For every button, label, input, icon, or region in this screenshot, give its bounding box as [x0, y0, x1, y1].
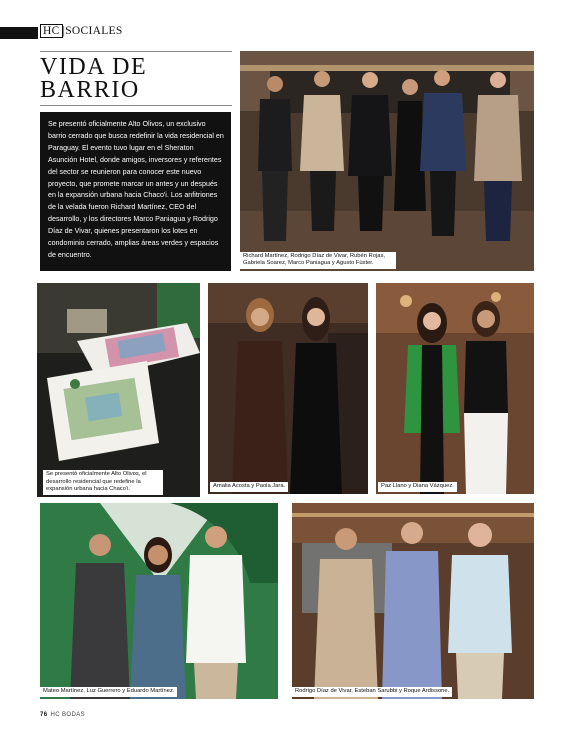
duo-photo-2-illustration — [376, 283, 534, 494]
title-line-2: BARRIO — [40, 77, 140, 103]
title-top-rule — [40, 51, 232, 52]
trio-photo-1 — [40, 503, 278, 699]
trio-photo-1-illustration — [40, 503, 278, 699]
duo-photo-1-illustration — [208, 283, 368, 494]
photo-caption: Se presentó oficialmente Alto Olivos, el desarrollo residencial que redefine la expansión urbana hacia Chaco'i. — [43, 470, 163, 495]
trio-photo-2-illustration — [292, 503, 534, 699]
title-bottom-rule — [40, 105, 232, 106]
intro-text: Se presentó oficialmente Alto Olivos, un exclusivo barrio cerrado que busca redefinir la vida residencial en Paraguay. El evento tuvo lugar en el Sheraton Asunción Hotel, donde amigos, inversores y referentes del sector se reunieron para conocer este nuevo proyecto, que promete marcar un antes y un después en la expansión urbana hacia Chaco'i. Los anfitriones de la velada fueron Richard Martínez, CEO del desarrollo, y los directores Marco Paniagua y Rodrigo Díaz de Vivar, quienes presentaron los lotes en condominio cerrado, amplias áreas verdes y espacios de encuentro. — [48, 120, 224, 259]
section-bar — [0, 27, 38, 39]
group-photo-illustration — [240, 51, 534, 271]
section-name: SOCIALES — [65, 25, 123, 37]
trio-photo-2 — [292, 503, 534, 699]
photo-caption: Paz Llano y Diana Vázquez. — [378, 482, 457, 492]
brochure-photo-illustration — [37, 283, 200, 497]
photo-caption: Mateo Martínez, Luz Guerrero y Eduardo Martínez. — [40, 687, 177, 697]
title-line-1: VIDA DE — [40, 54, 148, 80]
photo-caption: Richard Martínez, Rodrigo Díaz de Vivar, Rubén Rojas, Gabriela Soarez, Marco Paniagua y Agusto Füster. — [240, 252, 396, 269]
page-title — [40, 56, 147, 102]
page-number: 76 — [40, 712, 48, 718]
section-separator: | — [62, 25, 66, 37]
page-folio — [40, 712, 85, 718]
duo-photo-1 — [208, 283, 368, 494]
section-tag — [40, 25, 123, 37]
photo-caption: Amalia Acosta y Paola Jara. — [210, 482, 288, 492]
duo-photo-2 — [376, 283, 534, 494]
group-photo — [240, 51, 534, 271]
section-prefix: HC — [40, 24, 63, 38]
photo-caption: Rodrigo Díaz de Vivar, Esteban Sarubbi y Roque Ardissone. — [292, 687, 452, 697]
publication-name: HC BODAS — [50, 712, 86, 718]
brochure-photo — [37, 283, 200, 497]
intro-box — [40, 112, 231, 271]
